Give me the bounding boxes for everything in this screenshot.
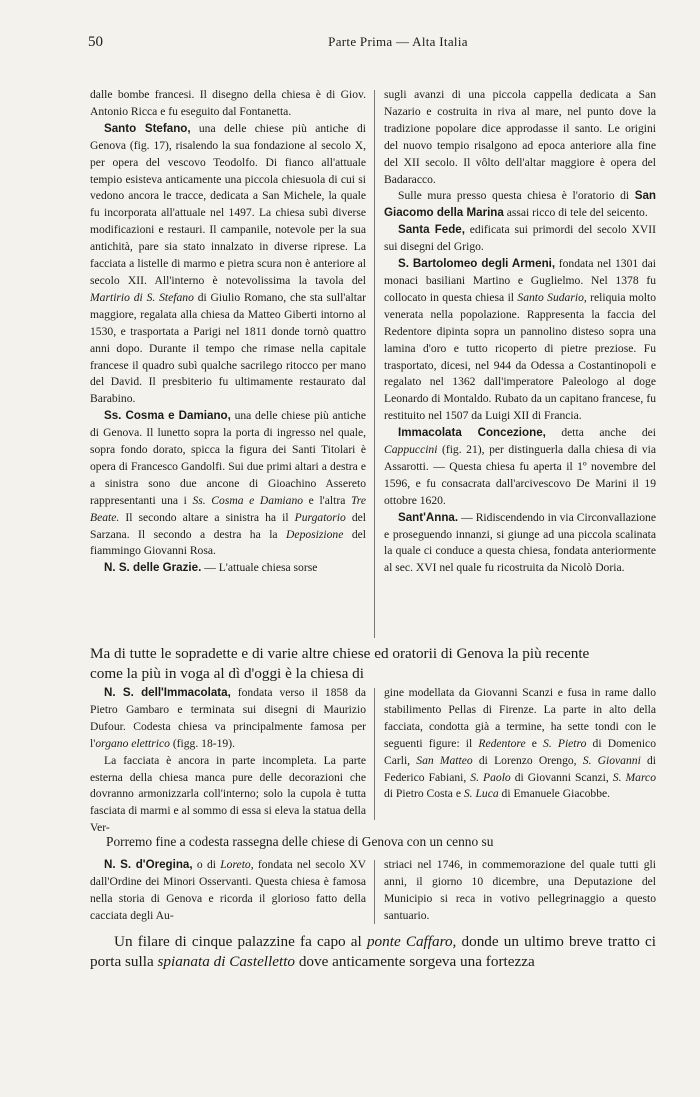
italic-title: S. Giovanni — [582, 753, 641, 767]
text: e — [525, 736, 544, 750]
italic-title: Santo Sudario, — [517, 290, 587, 304]
text: di Lorenzo Orengo, — [472, 753, 583, 767]
entry-heading: Santa Fede, — [398, 223, 465, 237]
text: di Emanuele Giacobbe. — [498, 787, 611, 801]
entry-heading: Santo Stefano, — [104, 121, 191, 135]
paragraph: La facciata è ancora in parte incompleta. La parte esterna della chiesa manca pure delle decorazioni che dovranno armonizzarla coll'interno; solo la cupola è tutta fasciata di marmi e al sommo di essa si eleva la statua della Ver- — [90, 753, 366, 835]
paragraph: dalle bombe francesi. Il disegno della chiesa è di Giov. Antonio Ricca e fu eseguito dal Fontanetta. — [90, 88, 366, 118]
italic-title: organo elettrico — [95, 736, 170, 750]
paragraph-immacolata — [90, 685, 366, 753]
text: di Domenico Carli, — [384, 736, 656, 767]
paragraph-cosma-damiano — [90, 408, 366, 560]
running-header-title: Parte Prima — Alta Italia — [328, 34, 468, 49]
paragraph-immacolata-concezione — [384, 425, 656, 510]
entry-heading: Ss. Cosma e Damiano, — [104, 409, 231, 423]
text: Sulle mura presso questa chiesa è l'oratorio di — [398, 189, 635, 203]
text: Il secondo altare a sinistra ha il — [119, 510, 295, 524]
italic-title: Tre Beate. — [90, 493, 367, 524]
section1-right-column — [384, 87, 656, 577]
text: e l'altra — [303, 493, 351, 507]
running-header — [0, 34, 700, 50]
italic-title: Ss. Cosma e Damiano — [192, 493, 304, 507]
text: di Federico Fabiani, — [384, 753, 657, 784]
paragraph-santo-stefano — [90, 121, 366, 408]
italic-title: S. Luca — [463, 787, 499, 801]
italic-title: Purgatorio — [294, 510, 346, 524]
italic-place: spianata di Castelletto — [157, 953, 296, 970]
section3-right-column — [384, 857, 656, 925]
text: reliquia molto venerata nella popolazione. Rappresenta la faccia del Redentore dipinta sopra un pannolino disteso sopra una lamina d'oro e tutto ricoperto di pietre preziose. Fu trasportato, dicesi, nel 944 da Odessa a Costantinopoli e regalato nel 1362 dall'imperatore Paleologo al doge Leonardo di Montaldo. Rubato da un capitano francese, fu restituito nel 1507 da Luigi XII di Francia. — [384, 290, 656, 423]
interlude-line: Ma di tutte le sopradette e di varie altre chiese ed oratorii di Genova la più recente — [90, 645, 590, 662]
text: di Pietro Costa e — [384, 787, 464, 801]
italic-title: Redentore — [478, 736, 526, 750]
text: del Sarzana. Il secondo a destra ha la — [90, 510, 366, 541]
section2-left-column — [90, 685, 366, 837]
text: — L'attuale chiesa sorse — [201, 561, 318, 575]
interlude-text: Porremo fine a codesta rassegna delle chiese di Genova con un cenno su — [106, 834, 494, 849]
text: edificata sui primordi del secolo XVII sui disegni del Grigo. — [384, 223, 656, 254]
text: dove anticamente sorgeva una fortezza — [295, 953, 535, 970]
column-divider — [374, 688, 375, 820]
page-number: 50 — [88, 34, 103, 50]
text: detta anche dei — [545, 426, 656, 440]
entry-heading: San Giacomo della Marina — [384, 189, 656, 220]
paragraph-sant-anna — [384, 510, 656, 578]
text: fondata nel 1301 dai monaci basiliani Martino e Guglielmo. Nel 1378 fu collocato in questa chiesa il — [384, 257, 656, 304]
section1-left-column — [90, 87, 366, 577]
entry-heading: N. S. d'Oregina, — [104, 858, 193, 871]
italic-title: San Matteo — [416, 753, 473, 767]
text: una delle chiese più antiche di Genova (fig. 17), risalendo la sua fondazione al secolo X, per opera del vescovo Teodolfo. Di fianco all'attuale tempio esisteva anticamente una piccola chiesuola di cui si vedono ancora le tracce, dedicata a San Michele, la quale fu incorporata all'attuale nel 1497. La chiesa subì diverse modificazioni e restauri. Il campanile, notevole per la sua antichità, pare sia stato innalzato in diverse riprese. La facciata a listelle di marmo e pietra scura non è anteriore al secolo XII. All'interno è notevolissima la tavola del — [90, 121, 366, 287]
text: gine modellata da Giovanni Scanzi e fusa in rame dallo stabilimento Pellas di Firenze. La parte in alto della facciata, condotta già a termine, ha sette tondi con le seguenti figure: il — [384, 686, 656, 750]
paragraph-bartolomeo — [384, 256, 656, 425]
italic-title: Martirio di S. Stefano — [90, 290, 194, 304]
interlude-line: come la più in voga al dì d'oggi è la chiesa di — [90, 665, 364, 682]
paragraph-grazie — [90, 560, 366, 577]
text: (figg. 18-19). — [169, 736, 235, 750]
entry-heading: Immacolata Concezione, — [398, 426, 546, 440]
italic-place: ponte Caffaro, — [366, 933, 457, 950]
entry-heading: N. S. dell'Immacolata, — [104, 686, 231, 699]
italic-title: S. Paolo — [470, 770, 511, 784]
column-divider — [374, 90, 375, 638]
text: una delle chiese più antiche di Genova. Il lunetto sopra la porta di ingresso nel quale, sopra fondo dorato, spicca la figura dei Santi Titolari è opera di Francesco Gandolfi. Sui due primi altari a destra e a sinistra sono due ancone di Gioachino Assereto rappresentanti una i — [90, 409, 366, 507]
paragraph-santa-fede — [384, 222, 656, 256]
text: (fig. 21), per distinguerla dalla chiesa di via Assarotti. — Questa chiesa fu aperta il 1º novembre del 1596, e fu consacrata dall'arcivescovo De Marini il 19 ottobre 1620. — [384, 443, 656, 507]
italic-title: Deposizione — [286, 527, 344, 541]
text: Un filare di cinque palazzine fa capo al — [114, 933, 367, 950]
italic-title: S. Marco — [612, 770, 656, 784]
italic-title: Cappuccini — [384, 443, 438, 457]
text: fondata nel secolo XV dall'Ordine dei Minori Osservanti. Questa chiesa è famosa nella storia di Genova e ricorda il glorioso fatto della cacciata degli Au- — [90, 858, 366, 922]
entry-heading: S. Bartolomeo degli Armeni, — [398, 257, 556, 271]
text: — Ridiscendendo in via Circonvallazione e proseguendo innanzi, si giunge ad una piccola scalinata la quale ci conduce a questa chiesa, fondata anteriormente al sec. XVI nel quale fu ricostruita da Nicolò Doria. — [384, 510, 656, 575]
paragraph: sugli avanzi di una piccola cappella dedicata a San Nazario e costruita in riva al mare, nel punto dove la tradizione popolare dice approdasse il santo. Le origini del nuovo tempio risalgono ad epoca anteriore alla fine del XII secolo. Il vôlto dell'altar maggiore è opera del Badaracco. — [384, 88, 656, 186]
text: di Giulio Romano, che sta sull'altar maggiore, regalata alla chiesa da Matteo Giberti intorno al 1530, e trasportata a Parigi nel 1811 donde tornò quattro anni dopo. Durante il tempo che rimase nella capitale francese il quadro subì qualche sacrilego ritocco per mano del David. Il presbiterio fu ultimamente restaurato dal Barabino. — [90, 290, 366, 406]
text: donde un ultimo breve tratto ci porta sulla — [90, 933, 657, 970]
paragraph-oregina — [90, 857, 366, 925]
text: assai ricco di tele del seicento. — [503, 206, 648, 220]
column-divider — [374, 860, 375, 924]
text: di Giovanni Scanzi, — [510, 770, 613, 784]
interlude-text — [90, 644, 656, 684]
text: del fiammingo Giovanni Rosa. — [90, 527, 367, 558]
paragraph-san-giacomo — [384, 188, 656, 222]
closing-paragraph — [90, 932, 656, 972]
text: o di — [192, 858, 221, 871]
paragraph — [384, 685, 656, 803]
section2-right-column — [384, 685, 656, 803]
paragraph: striaci nel 1746, in commemorazione del quale tutti gli anni, il giorno 10 dicembre, una Deputazione del Municipio si reca in votivo pellegrinaggio a questo santuario. — [384, 858, 656, 922]
italic-title: Loreto, — [220, 858, 254, 871]
section3-left-column — [90, 857, 366, 925]
entry-heading: Sant'Anna. — [398, 510, 459, 524]
entry-heading: N. S. delle Grazie. — [104, 561, 202, 575]
italic-title: S. Pietro — [543, 736, 587, 750]
text: fondata verso il 1858 da Pietro Gambaro e terminata sui disegni di Maurizio Dufour. Codesta chiesa va principalmente famosa per l' — [90, 686, 366, 750]
